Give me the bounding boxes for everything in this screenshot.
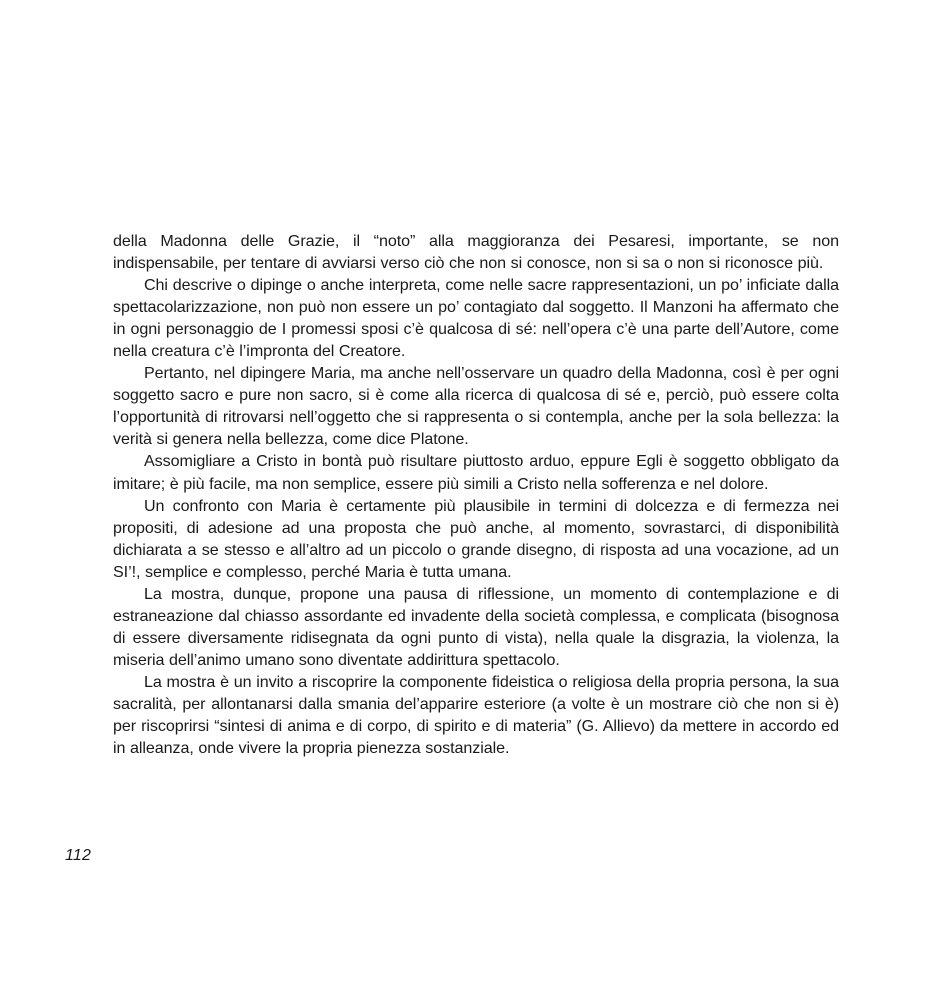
paragraph: La mostra è un invito a riscoprire la componente fideistica o religiosa della propria persona, la sua sacralità, per allontanarsi dalla smania del’apparire esteriore (a volte è un mostrare ciò che non si è) per riscoprirsi “sintesi di anima e di corpo, di spirito e di materia” (G. Allievo) da mettere in accordo ed in alleanza, onde vivere la propria pienezza sostanziale.	[113, 672, 839, 758]
paragraph: Un confronto con Maria è certamente più plausibile in termini di dolcezza e di fermezza nei propositi, di adesione ad una proposta che può anche, al momento, sovrastarci, di disponibilità dichiarata a se stesso e all’altro ad un piccolo o grande disegno, di risposta ad una vocazione, ad un SI’!, semplice e complesso, perché Maria è tutta umana.	[113, 496, 839, 581]
paragraph: della Madonna delle Grazie, il “noto” alla maggioranza dei Pesaresi, importante, se non indispensabile, per tentare di avviarsi verso ciò che non si conosce, non si sa o non si riconosce più.	[113, 232, 839, 273]
paragraph: La mostra, dunque, propone una pausa di riflessione, un momento di contemplazione e di estraneazione dal chiasso assordante ed invadente della società complessa, e complicata (bisognosa di essere diversamente ridisegnata da ogni punto di vista), nella quale la disgrazia, la violenza, la miseria dell’animo umano sono diventate addirittura spettacolo.	[113, 584, 839, 669]
body-text-column	[113, 230, 839, 759]
page-number: 112	[65, 847, 92, 864]
paragraph: Pertanto, nel dipingere Maria, ma anche nell’osservare un quadro della Madonna, così è per ogni soggetto sacro e pure non sacro, si è come alla ricerca di qualcosa di sé e, perciò, può essere colta l’opportunità di ritrovarsi nell’oggetto che si rappresenta o si contempla, anche per la sola bellezza: la verità si genera nella bellezza, come dice Platone.	[113, 364, 839, 449]
paragraph: Assomigliare a Cristo in bontà può risultare piuttosto arduo, eppure Egli è soggetto obbligato da imitare; è più facile, ma non semplice, essere più simili a Cristo nella sofferenza e nel dolore.	[113, 452, 839, 493]
paragraph: Chi descrive o dipinge o anche interpreta, come nelle sacre rappresentazioni, un po’ inficiate dalla spettacolarizzazione, non può non essere un po’ contagiato dal soggetto. Il Manzoni ha affermato che in ogni personaggio de I promessi sposi c’è qualcosa di sé: nell’opera c’è una parte dell’Autore, come nella creatura c’è l’impronta del Creatore.	[113, 276, 839, 361]
